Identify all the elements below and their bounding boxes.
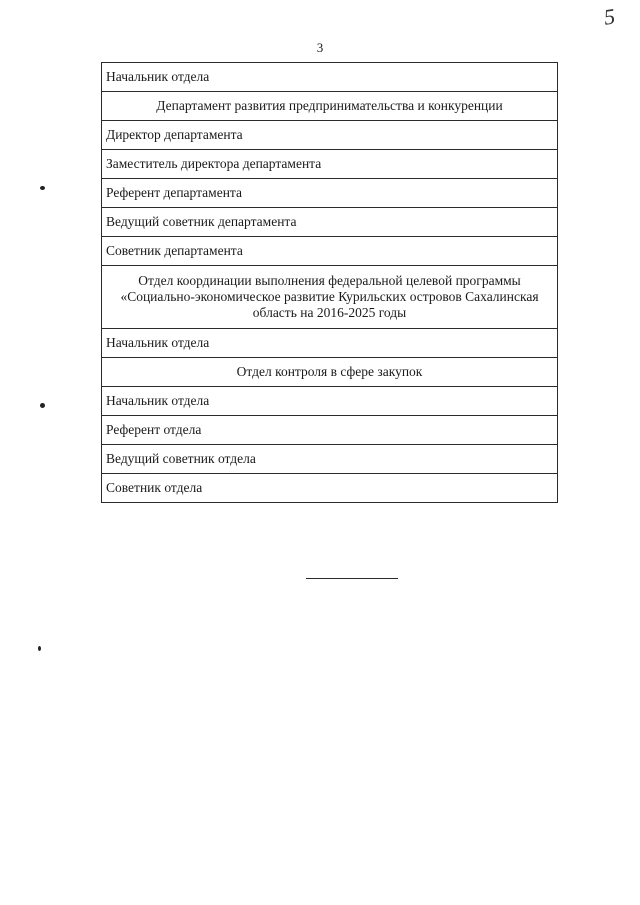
table-row	[102, 121, 558, 150]
table-row	[102, 474, 558, 503]
position-cell: Ведущий советник департамента	[102, 208, 558, 237]
department-heading-cell: Отдел контроля в сфере закупок	[102, 358, 558, 387]
position-cell: Референт департамента	[102, 179, 558, 208]
table-row	[102, 179, 558, 208]
table-row	[102, 92, 558, 121]
scan-speck	[38, 646, 41, 651]
scan-speck	[40, 186, 45, 190]
closing-line	[306, 578, 398, 579]
table-row	[102, 208, 558, 237]
table-row	[102, 150, 558, 179]
handwritten-page-number: 5	[602, 3, 617, 30]
position-cell: Начальник отдела	[102, 63, 558, 92]
position-cell: Начальник отдела	[102, 329, 558, 358]
table-row	[102, 416, 558, 445]
page-number: 3	[316, 40, 324, 55]
table-row	[102, 445, 558, 474]
table-row	[102, 358, 558, 387]
department-heading-cell: Департамент развития предпринимательства и конкуренции	[102, 92, 558, 121]
table-row	[102, 387, 558, 416]
position-cell: Референт отдела	[102, 416, 558, 445]
position-cell: Начальник отдела	[102, 387, 558, 416]
table-row	[102, 266, 558, 329]
position-cell: Директор департамента	[102, 121, 558, 150]
department-heading-cell: Отдел координации выполнения федеральной целевой программы «Социально-экономическое развитие Курильских островов Сахалинская область на 2016-2025 годы	[102, 266, 558, 329]
position-cell: Советник отдела	[102, 474, 558, 503]
table-row	[102, 329, 558, 358]
position-cell: Ведущий советник отдела	[102, 445, 558, 474]
position-cell: Советник департамента	[102, 237, 558, 266]
table-row	[102, 237, 558, 266]
position-cell: Заместитель директора департамента	[102, 150, 558, 179]
table-row	[102, 63, 558, 92]
scan-speck	[40, 403, 45, 408]
positions-table	[101, 62, 558, 503]
